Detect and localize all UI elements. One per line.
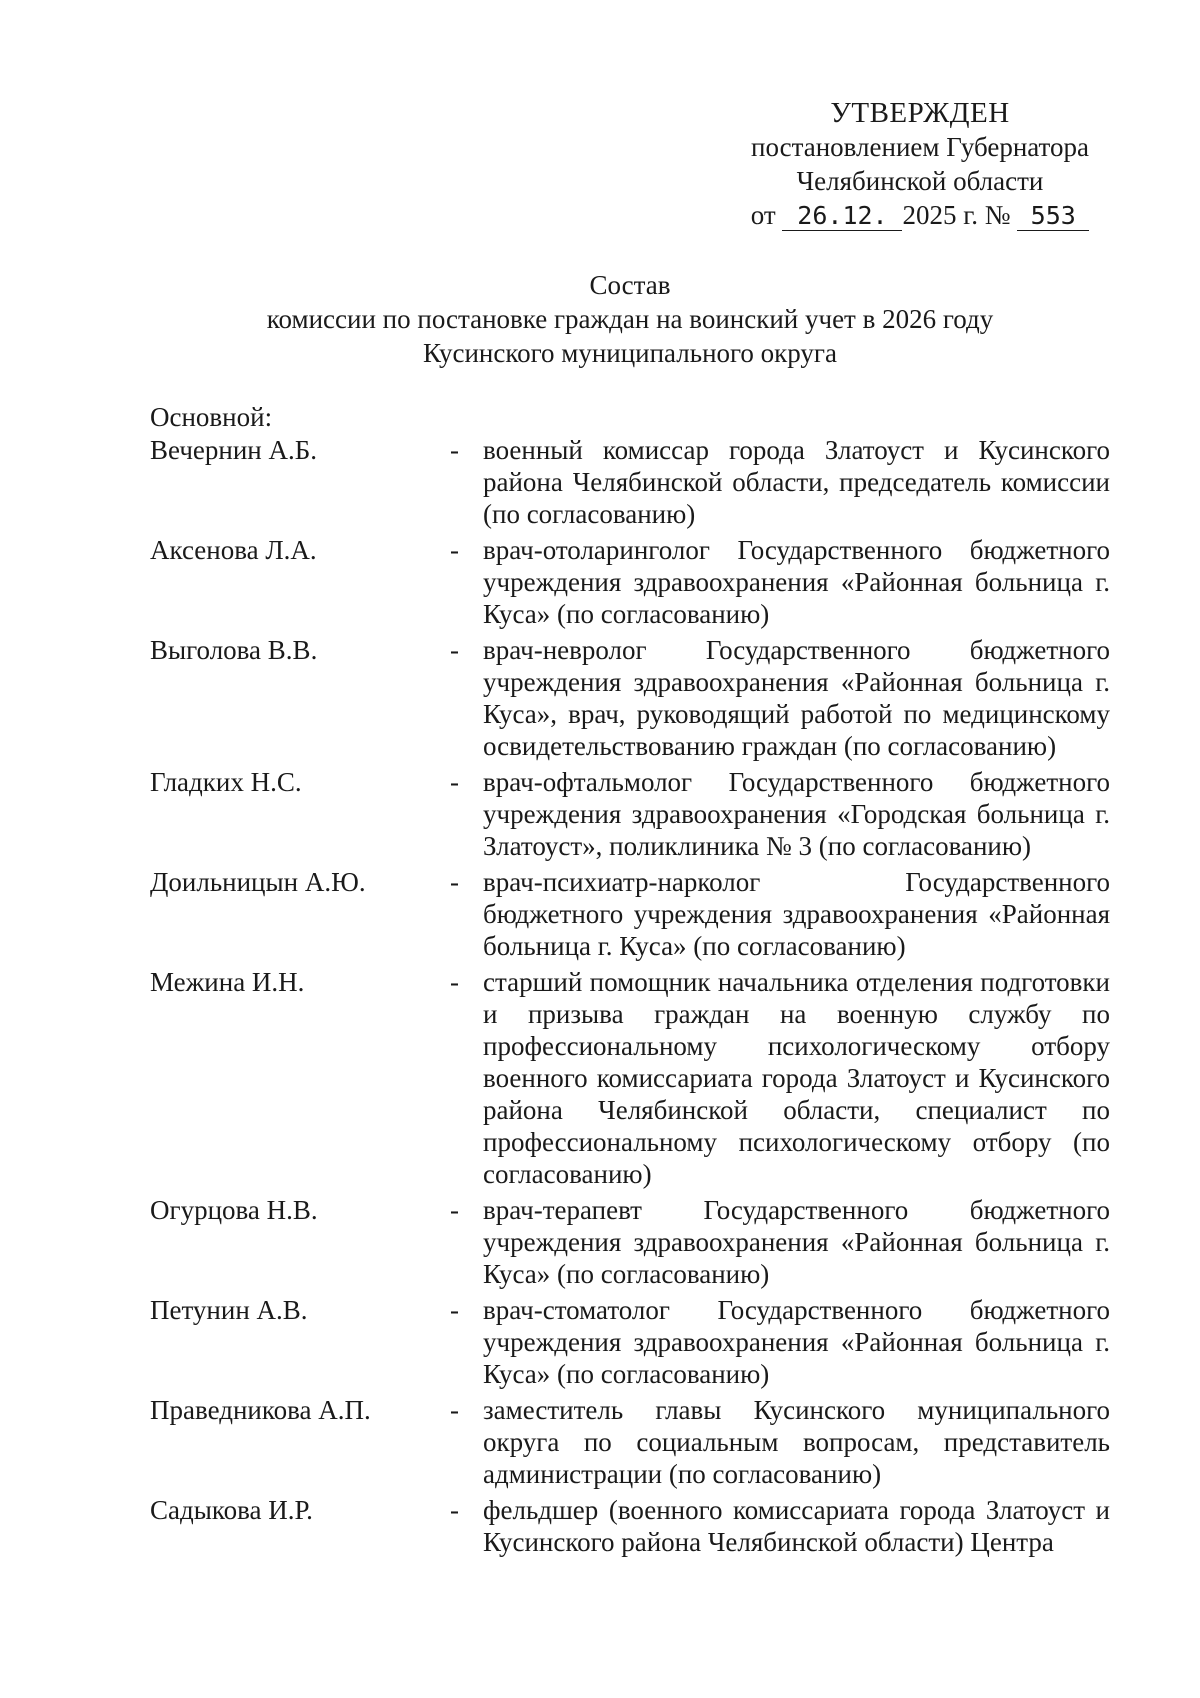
member-row bbox=[150, 1194, 1110, 1290]
heading-line-1: Состав bbox=[589, 270, 671, 300]
member-name: Вечернин А.Б. bbox=[150, 435, 317, 465]
approval-prefix: от bbox=[750, 200, 776, 230]
member-name: Доильницын А.Ю. bbox=[150, 867, 366, 897]
section-label: Основной: bbox=[150, 402, 273, 432]
member-dash: - bbox=[450, 1495, 459, 1525]
member-row bbox=[150, 1394, 1110, 1490]
member-description: врач-терапевт Государственного бюджетного учреждения здравоохранения «Районная больница г. Куса» (по согласованию) bbox=[483, 1195, 1110, 1289]
member-name: Праведникова А.П. bbox=[150, 1395, 371, 1425]
member-name: Петунин А.В. bbox=[150, 1295, 308, 1325]
handwritten-date: 26.12. bbox=[782, 202, 902, 231]
member-row bbox=[150, 1294, 1110, 1390]
member-name: Огурцова Н.В. bbox=[150, 1195, 318, 1225]
member-description: врач-офтальмолог Государственного бюджетного учреждения здравоохранения «Городская больница г. Златоуст», поликлиника № 3 (по согласованию) bbox=[483, 767, 1110, 861]
member-row bbox=[150, 534, 1110, 630]
approval-line-1: постановлением Губернатора bbox=[751, 132, 1089, 162]
approval-year-suffix: 2025 г. № bbox=[902, 200, 1011, 230]
approval-block bbox=[720, 96, 1120, 232]
member-row bbox=[150, 966, 1110, 1190]
member-dash: - bbox=[450, 1295, 459, 1325]
member-description: врач-психиатр-нарколог Государственного бюджетного учреждения здравоохранения «Районная больница г. Куса» (по согласованию) bbox=[483, 867, 1110, 961]
member-description: врач-невролог Государственного бюджетного учреждения здравоохранения «Районная больница г. Куса», врач, руководящий работой по медицинскому освидетельствованию граждан (по согласованию) bbox=[483, 635, 1110, 761]
member-name: Гладких Н.С. bbox=[150, 767, 302, 797]
member-dash: - bbox=[450, 867, 459, 897]
heading-line-2: комиссии по постановке граждан на воинский учет в 2026 году bbox=[266, 304, 994, 334]
handwritten-number: 553 bbox=[1017, 202, 1089, 231]
member-description: старший помощник начальника отделения подготовки и призыва граждан на военную службу по профессиональному психологическому отбору военного комиссариата города Златоуст и Кусинского района Челябинской области, специалист по профессиональному психологическому отбору (по согласованию) bbox=[483, 967, 1110, 1189]
member-row bbox=[150, 434, 1110, 530]
member-name: Аксенова Л.А. bbox=[150, 535, 317, 565]
member-dash: - bbox=[450, 967, 459, 997]
member-dash: - bbox=[450, 1195, 459, 1225]
member-row bbox=[150, 634, 1110, 762]
member-description: врач-отоларинголог Государственного бюджетного учреждения здравоохранения «Районная больница г. Куса» (по согласованию) bbox=[483, 535, 1110, 629]
member-dash: - bbox=[450, 535, 459, 565]
member-description: военный комиссар города Златоуст и Кусинского района Челябинской области, председатель комиссии (по согласованию) bbox=[483, 435, 1110, 529]
member-row bbox=[150, 766, 1110, 862]
members-list bbox=[150, 434, 1110, 1560]
approval-date-line bbox=[720, 198, 1120, 232]
document-heading bbox=[0, 268, 1200, 370]
member-row bbox=[150, 866, 1110, 962]
member-description: врач-стоматолог Государственного бюджетного учреждения здравоохранения «Районная больница г. Куса» (по согласованию) bbox=[483, 1295, 1110, 1389]
member-name: Садыкова И.Р. bbox=[150, 1495, 313, 1525]
member-name: Межина И.Н. bbox=[150, 967, 305, 997]
member-dash: - bbox=[450, 1395, 459, 1425]
member-description: заместитель главы Кусинского муниципального округа по социальным вопросам, представитель администрации (по согласованию) bbox=[483, 1395, 1110, 1489]
member-description: фельдшер (военного комиссариата города Златоуст и Кусинского района Челябинской области) Центра bbox=[483, 1495, 1110, 1557]
member-row bbox=[150, 1494, 1110, 1558]
member-dash: - bbox=[450, 635, 459, 665]
member-name: Выголова В.В. bbox=[150, 635, 318, 665]
heading-line-3: Кусинского муниципального округа bbox=[422, 338, 837, 368]
approval-title: УТВЕРЖДЕН bbox=[830, 97, 1010, 129]
member-dash: - bbox=[450, 767, 459, 797]
member-dash: - bbox=[450, 435, 459, 465]
approval-line-2: Челябинской области bbox=[796, 166, 1044, 196]
